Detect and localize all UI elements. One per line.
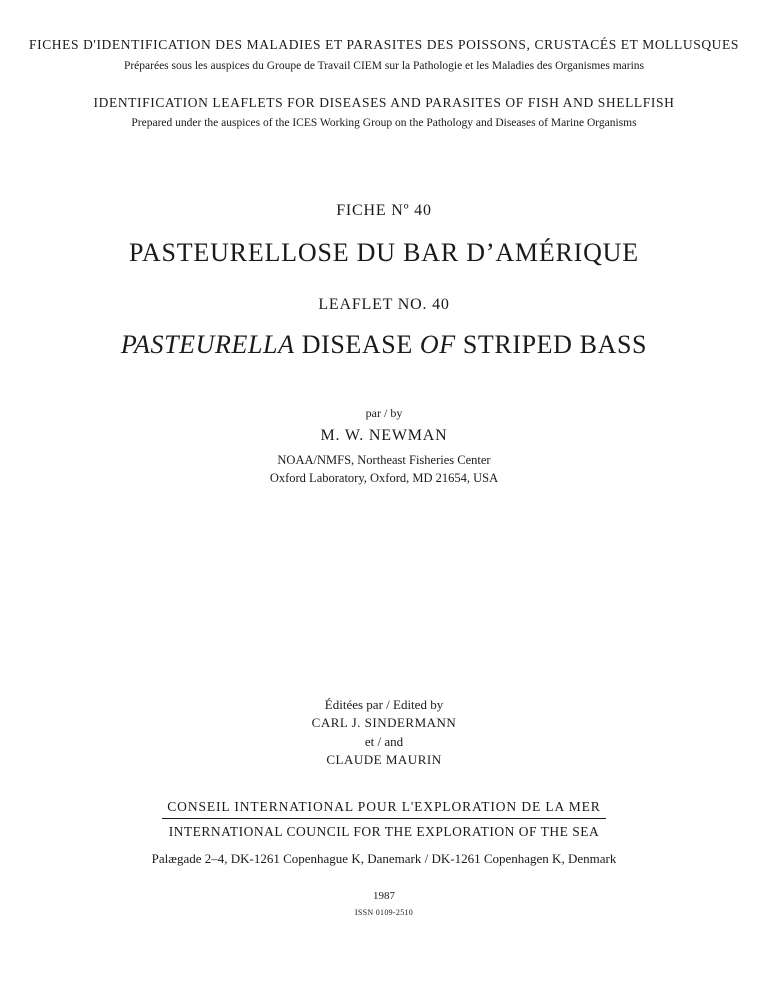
by-label: par / by xyxy=(365,406,403,420)
prepared-under-en: Prepared under the auspices of the ICES Working Group on the Pathology and Diseases of Marine Organisms xyxy=(131,117,637,129)
title-en xyxy=(0,331,768,360)
leaflet-number: LEAFLET NO. 40 xyxy=(318,296,450,313)
title-en-genus: PASTEURELLA xyxy=(120,330,295,359)
issn: ISSN 0109-2510 xyxy=(354,908,414,917)
publication-year: 1987 xyxy=(373,890,395,902)
prepared-under-fr: Préparées sous les auspices du Groupe de Travail CIEM sur la Pathologie et les Maladies des Organismes marins xyxy=(123,60,645,72)
author-affiliation-2: Oxford Laboratory, Oxford, MD 21654, USA xyxy=(269,471,499,485)
edited-by-label: Éditées par / Edited by xyxy=(324,697,444,712)
series-title-fr: FICHES D'IDENTIFICATION DES MALADIES ET PARASITES DES POISSONS, CRUSTACÉS ET MOLLUSQUES xyxy=(28,37,739,52)
title-en-disease: DISEASE xyxy=(294,330,420,359)
council-name-fr: CONSEIL INTERNATIONAL POUR L'EXPLORATION DE LA MER xyxy=(167,799,601,814)
editor-2: CLAUDE MAURIN xyxy=(326,752,442,767)
divider-rule xyxy=(162,818,606,819)
fiche-number: FICHE Nº 40 xyxy=(336,202,432,219)
author-name: M. W. NEWMAN xyxy=(320,427,448,444)
editor-1: CARL J. SINDERMANN xyxy=(311,715,457,730)
title-en-species: STRIPED BASS xyxy=(455,330,648,359)
author-affiliation-1: NOAA/NMFS, Northeast Fisheries Center xyxy=(277,453,491,467)
editors-and-label: et / and xyxy=(364,734,404,749)
title-fr: PASTEURELLOSE DU BAR D’AMÉRIQUE xyxy=(129,238,639,267)
title-en-of: OF xyxy=(419,330,456,359)
council-name-en: INTERNATIONAL COUNCIL FOR THE EXPLORATION OF THE SEA xyxy=(168,824,600,839)
series-title-en: IDENTIFICATION LEAFLETS FOR DISEASES AND PARASITES OF FISH AND SHELLFISH xyxy=(93,95,675,110)
publisher-address: Palægade 2–4, DK-1261 Copenhague K, Danemark / DK-1261 Copenhagen K, Denmark xyxy=(151,851,617,866)
